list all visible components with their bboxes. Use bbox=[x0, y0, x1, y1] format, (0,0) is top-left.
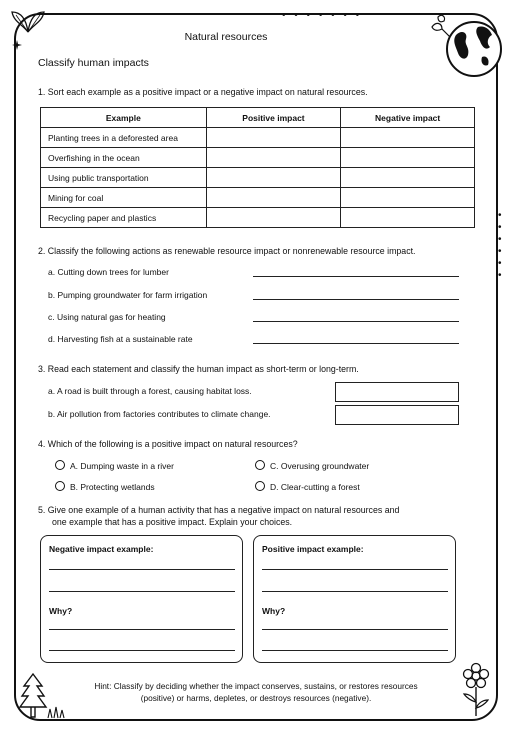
answer-box[interactable] bbox=[335, 405, 459, 425]
grass-icon bbox=[46, 705, 66, 719]
column-header-negative: Negative impact bbox=[341, 108, 475, 128]
table-row bbox=[41, 148, 475, 168]
example-cell: Recycling paper and plastics bbox=[41, 208, 207, 228]
answer-line[interactable] bbox=[262, 629, 448, 630]
table-row bbox=[41, 128, 475, 148]
question-3-prompt: 3. Read each statement and classify the human impact as short-term or long-term. bbox=[38, 364, 359, 374]
positive-cell[interactable] bbox=[206, 168, 341, 188]
answer-line[interactable] bbox=[253, 343, 459, 344]
negative-example-card bbox=[40, 535, 243, 663]
q2-item-c: c. Using natural gas for heating bbox=[48, 312, 166, 322]
answer-line[interactable] bbox=[253, 299, 459, 300]
hint-line-2: (positive) or harms, depletes, or destroys resources (negative). bbox=[140, 692, 372, 703]
example-cell: Planting trees in a deforested area bbox=[41, 128, 207, 148]
question-2-prompt: 2. Classify the following actions as renewable resource impact or nonrenewable resource impact. bbox=[38, 246, 416, 256]
negative-cell[interactable] bbox=[341, 128, 475, 148]
option-d-label: D. Clear-cutting a forest bbox=[270, 482, 360, 492]
option-d-radio[interactable] bbox=[255, 481, 265, 491]
option-a-label: A. Dumping waste in a river bbox=[70, 461, 174, 471]
example-cell: Mining for coal bbox=[41, 188, 207, 208]
negative-cell[interactable] bbox=[341, 188, 475, 208]
option-b-radio[interactable] bbox=[55, 481, 65, 491]
option-b-label: B. Protecting wetlands bbox=[70, 482, 155, 492]
question-5-prompt: 5. Give one example of a human activity that has a negative impact on natural resources and bbox=[38, 505, 400, 515]
answer-line[interactable] bbox=[49, 591, 235, 592]
q2-item-b: b. Pumping groundwater for farm irrigation bbox=[48, 290, 208, 300]
dots-decoration: • • • • • • bbox=[498, 210, 502, 281]
column-header-positive: Positive impact bbox=[206, 108, 341, 128]
example-cell: Using public transportation bbox=[41, 168, 207, 188]
hint-text bbox=[60, 681, 452, 704]
why-label: Why? bbox=[49, 606, 73, 616]
dots-decoration: • • • • • • • bbox=[282, 10, 363, 21]
option-a-radio[interactable] bbox=[55, 460, 65, 470]
question-1-prompt: 1. Sort each example as a positive impact or a negative impact on natural resources. bbox=[38, 87, 368, 97]
option-c-radio[interactable] bbox=[255, 460, 265, 470]
answer-line[interactable] bbox=[262, 591, 448, 592]
positive-cell[interactable] bbox=[206, 188, 341, 208]
answer-line[interactable] bbox=[49, 629, 235, 630]
positive-cell[interactable] bbox=[206, 208, 341, 228]
hint-line-1: Hint: Classify by deciding whether the impact conserves, sustains, or restores resources bbox=[94, 681, 418, 691]
table-row bbox=[41, 208, 475, 228]
question-4-prompt: 4. Which of the following is a positive impact on natural resources? bbox=[38, 439, 298, 449]
positive-cell[interactable] bbox=[206, 128, 341, 148]
answer-line[interactable] bbox=[49, 650, 235, 651]
answer-box[interactable] bbox=[335, 382, 459, 402]
table-row bbox=[41, 188, 475, 208]
negative-cell[interactable] bbox=[341, 148, 475, 168]
q2-item-a: a. Cutting down trees for lumber bbox=[48, 267, 169, 277]
negative-cell[interactable] bbox=[341, 168, 475, 188]
table-row bbox=[41, 168, 475, 188]
why-label: Why? bbox=[262, 606, 286, 616]
option-c-label: C. Overusing groundwater bbox=[270, 461, 370, 471]
page-title: Natural resources bbox=[184, 31, 268, 43]
flower-icon bbox=[456, 662, 496, 718]
negative-example-label: Negative impact example: bbox=[49, 544, 154, 554]
negative-cell[interactable] bbox=[341, 208, 475, 228]
answer-line[interactable] bbox=[262, 569, 448, 570]
sort-table bbox=[40, 107, 475, 228]
answer-line[interactable] bbox=[262, 650, 448, 651]
answer-line[interactable] bbox=[253, 321, 459, 322]
q2-item-d: d. Harvesting fish at a sustainable rate bbox=[48, 334, 193, 344]
q3-item-a: a. A road is built through a forest, causing habitat loss. bbox=[48, 386, 252, 396]
page-subtitle: Classify human impacts bbox=[38, 57, 149, 69]
positive-example-card bbox=[253, 535, 456, 663]
positive-cell[interactable] bbox=[206, 148, 341, 168]
answer-line[interactable] bbox=[253, 276, 459, 277]
tree-icon bbox=[18, 672, 48, 720]
column-header-example: Example bbox=[41, 108, 207, 128]
question-5-prompt-cont: one example that has a positive impact. Explain your choices. bbox=[52, 517, 293, 527]
example-cell: Overfishing in the ocean bbox=[41, 148, 207, 168]
answer-line[interactable] bbox=[49, 569, 235, 570]
q3-item-b: b. Air pollution from factories contributes to climate change. bbox=[48, 409, 271, 419]
globe-icon bbox=[428, 11, 504, 79]
positive-example-label: Positive impact example: bbox=[262, 544, 364, 554]
